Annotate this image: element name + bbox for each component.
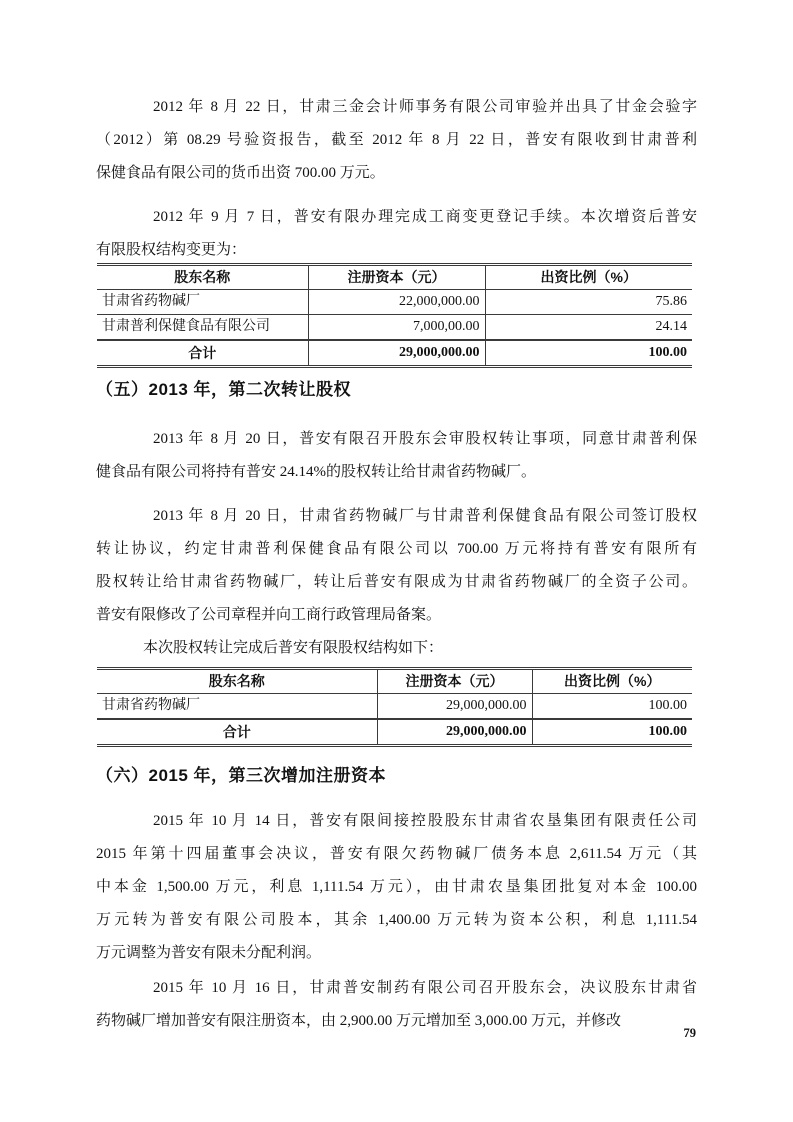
- shareholder-name: 甘肃普利保健食品有限公司: [97, 315, 308, 341]
- paragraph-2012-capital-verification: [96, 91, 697, 190]
- text-line: 2015 年 10 月 14 日，普安有限间接控股股东甘肃省农垦集团有限责任公司: [153, 813, 697, 829]
- total-label: 合计: [97, 719, 377, 746]
- text-line: 2013 年 8 月 20 日，甘肃省药物碱厂与甘肃普利保健食品有限公司签订股权: [153, 508, 697, 524]
- registered-capital-value: 7,000,00.00: [308, 315, 485, 341]
- total-contribution-ratio: 100.00: [485, 340, 692, 367]
- total-registered-capital: 29,000,000.00: [308, 340, 485, 367]
- table-total-row: [97, 340, 692, 367]
- total-contribution-ratio: 100.00: [532, 719, 692, 746]
- col-header-registered-capital: 注册资本（元）: [308, 265, 485, 290]
- text-line: 2012 年 9 月 7 日，普安有限办理完成工商变更登记手续。本次增资后普安: [153, 209, 697, 225]
- text-line: 本次股权转让完成后普安有限股权结构如下：: [143, 640, 444, 656]
- table-row: [97, 315, 692, 341]
- col-header-shareholder: 股东名称: [97, 669, 377, 694]
- text-line: 健食品有限公司将持有普安 24.14%的股权转让给甘肃省药物碱厂。: [96, 464, 536, 480]
- text-line: 中本金 1,500.00 万元，利息 1,111.54 万元），由甘肃农垦集团批复对本金 100.00: [96, 879, 697, 895]
- shareholding-table-2013: [97, 667, 692, 747]
- text-line: 万元调整为普安有限未分配利润。: [96, 945, 322, 961]
- contribution-ratio-value: 100.00: [532, 694, 692, 720]
- text-line: 2012 年 8 月 22 日，甘肃三金会计师事务有限公司审验并出具了甘金会验字: [153, 99, 697, 115]
- paragraph-2015-board-resolution: [96, 805, 697, 970]
- text-line: 2015 年 10 月 16 日，甘肃普安制药有限公司召开股东会，决议股东甘肃省: [153, 980, 697, 996]
- text-line: 保健食品有限公司的货币出资 700.00 万元。: [96, 165, 385, 181]
- section-heading-5: （五）2013 年，第二次转让股权: [96, 380, 352, 399]
- page-number: 79: [683, 1026, 696, 1040]
- text-line: 2013 年 8 月 20 日，普安有限召开股东会审股权转让事项，同意甘肃普利保: [153, 431, 697, 447]
- table-header-row: [97, 265, 692, 290]
- col-header-shareholder: 股东名称: [97, 265, 308, 290]
- paragraph-2013-shareholder-meeting: [96, 423, 697, 489]
- text-line: 转让协议，约定甘肃普利保健食品有限公司以 700.00 万元将持有普安有限所有: [96, 541, 697, 557]
- table-row: [97, 694, 692, 720]
- text-line: （2012）第 08.29 号验资报告，截至 2012 年 8 月 22 日，普安有限收到甘肃普利: [96, 132, 697, 148]
- shareholder-name: 甘肃省药物碱厂: [97, 694, 377, 720]
- col-header-contribution-ratio: 出资比例（%）: [532, 669, 692, 694]
- col-header-registered-capital: 注册资本（元）: [377, 669, 532, 694]
- total-label: 合计: [97, 340, 308, 367]
- text-line: 药物碱厂增加普安有限注册资本，由 2,900.00 万元增加至 3,000.00 万元，并修改: [96, 1013, 622, 1029]
- total-registered-capital: 29,000,000.00: [377, 719, 532, 746]
- table-header-row: [97, 669, 692, 694]
- contribution-ratio-value: 75.86: [485, 290, 692, 315]
- text-line: 股权转让给甘肃省药物碱厂，转让后普安有限成为甘肃省药物碱厂的全资子公司。: [96, 574, 697, 590]
- section-heading-6: （六）2015 年，第三次增加注册资本: [96, 766, 387, 785]
- text-line: 有限股权结构变更为：: [96, 242, 247, 258]
- col-header-contribution-ratio: 出资比例（%）: [485, 265, 692, 290]
- contribution-ratio-value: 24.14: [485, 315, 692, 341]
- shareholder-name: 甘肃省药物碱厂: [97, 290, 308, 315]
- paragraph-2013-transfer-agreement: [96, 500, 697, 632]
- paragraph-2012-registration-change: [96, 201, 697, 267]
- text-line: 普安有限修改了公司章程并向工商行政管理局备案。: [96, 607, 442, 623]
- text-line: 万元转为普安有限公司股本，其余 1,400.00 万元转为资本公积，利息 1,111.54: [96, 912, 697, 928]
- registered-capital-value: 29,000,000.00: [377, 694, 532, 720]
- paragraph-post-transfer-intro: [96, 632, 697, 665]
- shareholding-table-2012: [97, 263, 692, 368]
- table-total-row: [97, 719, 692, 746]
- registered-capital-value: 22,000,000.00: [308, 290, 485, 315]
- text-line: 2015 年第十四届董事会决议，普安有限欠药物碱厂债务本息 2,611.54 万元（其: [96, 846, 697, 862]
- paragraph-2015-capital-increase: [96, 972, 697, 1038]
- table-row: [97, 290, 692, 315]
